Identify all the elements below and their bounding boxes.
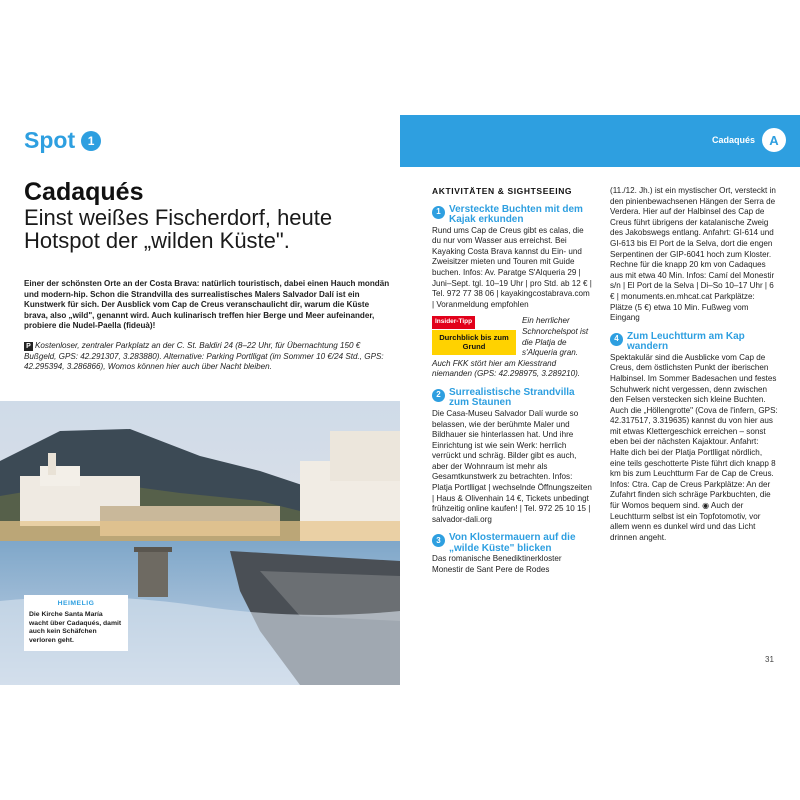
intro-paragraph: Einer der schönsten Orte an der Costa Brava: natürlich touristisch, dabei einen Hauch mondän und modern-hip. Schon die Strandvilla des surrealistisches Malers Salvador Dalí ist ein Kunstwerk für sich. Der Ausblick vom Cap de Creus veranschaulicht dir, warum die Küste brava, also „wild", genannt wird. Auch kulinarisch treffen hier Berge und Meer aufeinander, probiere die Nudel-Paella (fideuà)! [24,279,390,331]
activity-1-text: Rund ums Cap de Creus gibt es calas, die du nur vom Wasser aus erreichst. Bei Kayaking Costa Brava kannst du Ein- und Zweisitzer mieten und Touren mit Guide buchen. Infos: Av. Paratge S'Alqueria 29 | Juni–Sept. tgl. 10–19 Uhr | pro Std. ab 12 € | Tel. 972 77 38 06 | kayakingcostabrava.com | Voranmeldung empfohlen [432,225,592,309]
parking-icon: P [24,342,33,351]
activity-3-header [432,533,594,554]
page-title: Cadaqués [24,178,144,206]
parking-text: Kostenloser, zentraler Parkplatz an der C. St. Baldiri 24 (8–22 Uhr, für Übernachtung 150 € Bußgeld, GPS: 42.291307, 3.283880). Alternative: Parking Portlligat (im Sommer 10 €/24 Std., GPS: 42.295394, 3.286866), Womos können hier auch über Nacht bleiben. [24,341,384,372]
activity-number-badge: 1 [432,206,445,219]
activity-4-header [610,332,778,353]
activity-title: Von Klostermauern auf die „wilde Küste" blicken [449,532,576,554]
activity-title: Versteckte Buchten mit dem Kajak erkunden [449,203,583,226]
activities-column-1 [432,186,594,576]
map-marker-icon: A [762,128,786,152]
activity-title: Zum Leuchtturm am Kap wandern [627,330,745,353]
activities-column-2 [610,186,778,543]
insider-box: Durchblick bis zum Grund [432,330,516,355]
photo-caption-text: Die Kirche Santa María wacht über Cadaqués, damit auch kein Schäfchen verloren geht. [29,611,122,644]
spot-text: Spot [24,127,76,153]
insider-text-below: Auch FKK stört hier am Kiesstrand niemanden (GPS: 42.298975, 3.289210). [432,358,581,379]
activity-number-badge: 4 [610,333,623,346]
activity-title: Surrealistische Strandvilla zum Staunen [449,386,575,409]
activity-1-header [432,205,594,226]
activities-heading: AKTIVITÄTEN & SIGHTSEEING [432,186,573,196]
activity-2-header [432,388,594,409]
photo-caption-box [24,595,128,651]
page-subtitle: Einst weißes Fischerdorf, heute Hotspot der „wilden Küste". [24,205,333,253]
activity-number-badge: 2 [432,389,445,402]
activity-3-text-continued: (11./12. Jh.) ist ein mystischer Ort, versteckt in den pinienbewachsenen Hängen der Serra de Verdera. Hier auf der Halbinsel des Cap de Creus führt übrigens der katalanische Zweig des Jakobswegs entlang. Anfahrt: GI-614 und GI-613 bis El Port de la Selva, dort die engen Serpentinen der GIP-6041 hoch zum Kloster. Rechne für die knapp 20 km von Cadaques aus mit etwa 40 Min. Infos: Camí del Monestir s/n | El Port de la Selva | Di–So 10–17 Uhr | 6 € | monuments.en.mhcat.cat Parkplätze: Plätze (5 €) etwa 10 Min. Fußweg vom Eingang [610,186,776,323]
insider-tag: Insider-Tipp [432,316,475,329]
page-number: 31 [765,655,774,664]
insider-tip-label [432,316,516,358]
parking-info [24,341,394,373]
banner-location: Cadaqués [711,135,755,145]
activity-number-badge: 3 [432,534,445,547]
spot-label [24,127,101,154]
spot-number-badge: 1 [81,131,101,151]
insider-text-side: Ein herrlicher Schnorchelspot ist die Platja de s'Alqueria gran. [522,316,589,358]
photo-caption-tag: HEIMELIG [57,600,95,607]
location-banner [400,115,800,167]
insider-tip [432,316,594,358]
activity-2-text: Die Casa-Museu Salvador Dalí wurde so belassen, wie der berühmte Maler und Bildhauer sie hinterlassen hat. Und ihre Einrichtung ist wie sein Werk: herrlich verrückt und schräg. Bilder gibt es auch, aber der Wohnraum ist mehr als Gesamtkunstwerk zu betrachten. Infos: Platja Portlligat | wechselnde Öffnungszeiten | Haus & Olivenhain 14 €, Tickets unbedingt frühzeitig online kaufen! | Tel. 972 25 10 15 | salvador-dali.org [432,408,592,524]
activity-3-text: Das romanische Benediktinerkloster Monestir de Sant Pere de Rodes [432,554,562,575]
activity-4-text: Spektakulär sind die Ausblicke vom Cap de Creus, dem östlichsten Punkt der iberischen Halbinsel. Im Sommer Badesachen und festes Schuhwerk nicht vergessen, denn zwischen den Felsen verstecken sich kleine Buchten. Auch die „Höllengrotte" (Cova de l'infern, GPS: 42.317517, 3.319635) kannst du von hier aus mit etwas Klettergeschick erreichen – sonst eben bei der nächsten Kajaktour. Anfahrt: Halte dich bei der Platja Portlligat nördlich, eine teils geschotterte Piste führt dich knapp 8 km bis zum Leuchtturm Far de Cap de Creus. Infos: Ctra. Cap de Creus Parkplätze: An der Zufahrt finden sich schräge Parkbuchten, die für Womos bequem sind. ◉ Auch der Leuchtturm selbst ist ein Topfotomotiv, vor allem wenn es dunkel wird und das Licht drinnen angeht. [610,352,778,542]
